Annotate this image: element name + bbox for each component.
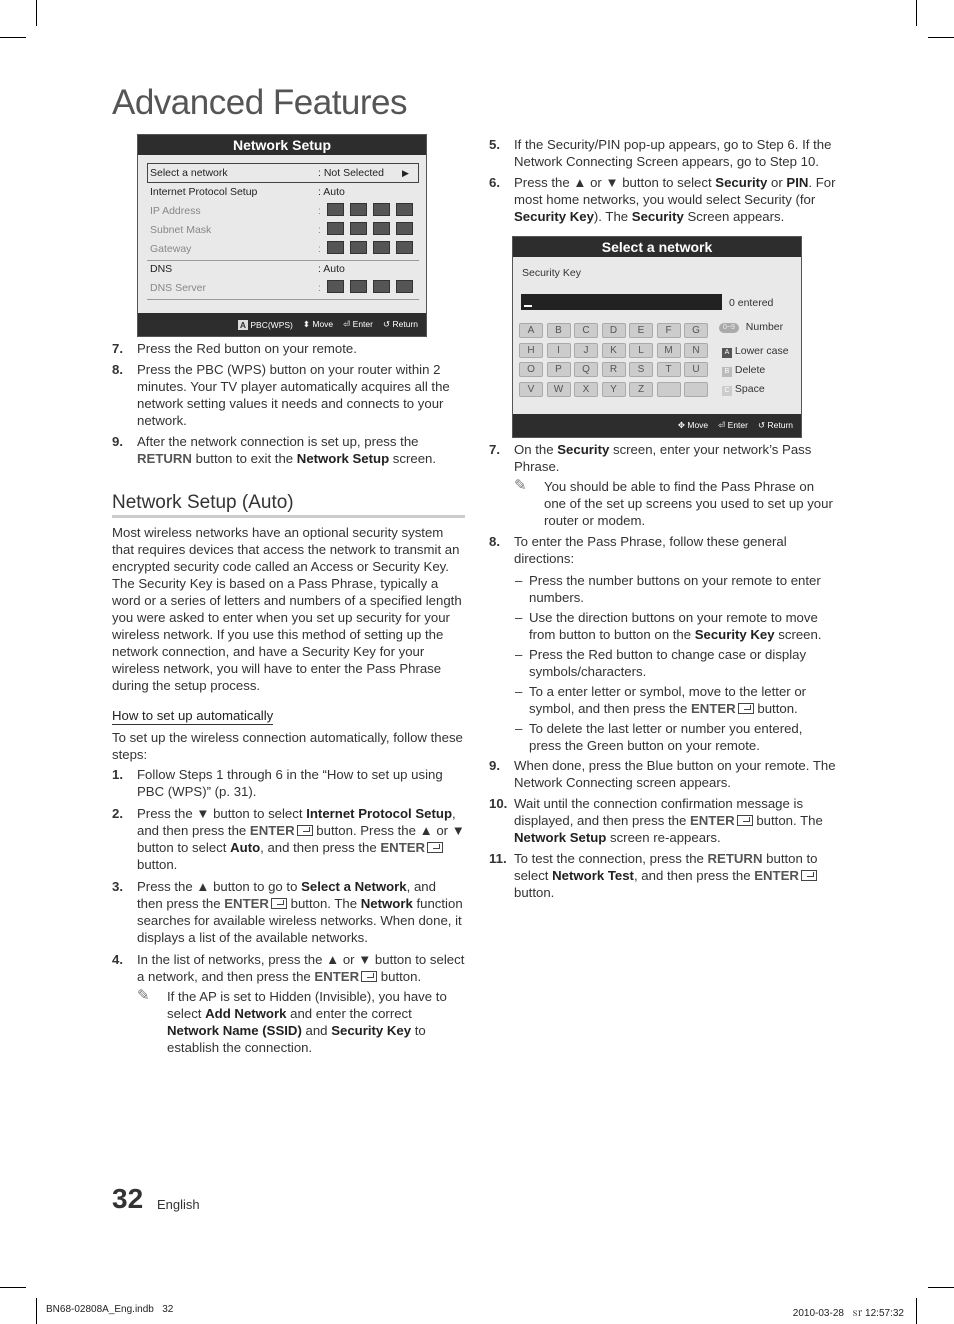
subintro: To set up the wireless connection automatically, follow these steps: bbox=[112, 730, 463, 762]
keyboard-key[interactable]: L bbox=[629, 343, 653, 358]
row-label: DNS Server bbox=[150, 282, 207, 294]
left-column-body bbox=[112, 524, 465, 1060]
security-key-screen bbox=[512, 236, 802, 438]
row-value: : Not Selected ▶ bbox=[318, 167, 409, 179]
lowercase-hint: A Lower case bbox=[722, 345, 789, 358]
enter-icon bbox=[801, 870, 817, 881]
keyboard-key[interactable] bbox=[657, 382, 681, 397]
crop-mark bbox=[36, 0, 37, 26]
note-pencil-icon: ✎ bbox=[137, 987, 150, 1004]
move-hint: ✥ Move bbox=[677, 420, 709, 430]
step-item: 2. Press the ▼ button to select Internet Protocol Setup, and then press the ENTER button. Press the ▲ or ▼ button to select Auto, and then press the ENTER button. bbox=[112, 806, 465, 872]
crop-mark bbox=[928, 1287, 954, 1288]
keyboard-key[interactable]: X bbox=[574, 382, 598, 397]
row-label: Gateway bbox=[150, 243, 192, 255]
enter-icon bbox=[271, 898, 287, 909]
language-label: English bbox=[157, 1197, 200, 1212]
keyboard-key[interactable]: W bbox=[547, 382, 571, 397]
pbc-hint: A PBC(WPS) bbox=[239, 319, 293, 330]
delete-hint: B Delete bbox=[722, 364, 765, 377]
setup-row bbox=[150, 279, 418, 298]
setup-row[interactable] bbox=[150, 183, 418, 202]
step-item: 5. If the Security/PIN pop-up appears, go to Step 6. If the Network Connecting Screen appears, go to Step 10. bbox=[489, 137, 832, 169]
red-a-key-icon: A bbox=[722, 348, 732, 358]
dash-item: – To delete the last letter or number you entered, press the Green button on your remote. bbox=[515, 721, 803, 753]
return-icon: ↺ bbox=[382, 319, 391, 329]
keyboard-key[interactable]: U bbox=[684, 362, 708, 377]
enter-hint: ⏎ Enter bbox=[343, 319, 373, 329]
setup-row[interactable] bbox=[150, 260, 418, 279]
crop-mark bbox=[0, 1287, 26, 1288]
keyboard-key[interactable]: T bbox=[657, 362, 681, 377]
network-setup-screen bbox=[137, 134, 427, 337]
dash-item: – Press the number buttons on your remote to enter numbers. bbox=[515, 573, 821, 605]
enter-icon bbox=[297, 825, 313, 836]
setup-row bbox=[150, 221, 418, 240]
enter-hint: ⏎ Enter bbox=[718, 420, 748, 430]
row-value: : bbox=[318, 279, 413, 298]
keyboard-key[interactable]: R bbox=[602, 362, 626, 377]
screen-footer bbox=[513, 414, 801, 437]
row-value: : bbox=[318, 221, 413, 240]
keyboard-key[interactable]: G bbox=[684, 323, 708, 338]
keyboard-key[interactable]: S bbox=[629, 362, 653, 377]
page-title: Advanced Features bbox=[112, 83, 408, 122]
yellow-c-key-icon: C bbox=[722, 386, 732, 396]
footer-file-info: BN68-02808A_Eng.indb 32 bbox=[46, 1304, 174, 1315]
crop-mark bbox=[0, 37, 26, 38]
row-value: : Auto bbox=[318, 186, 345, 198]
step-item: 11. To test the connection, press the RETURN button to select Network Test, and then press the ENTER button. bbox=[489, 851, 818, 900]
keyboard-key[interactable]: N bbox=[684, 343, 708, 358]
row-value: : bbox=[318, 240, 413, 259]
number-hint: 0~9 Number bbox=[719, 321, 783, 333]
row-label: DNS bbox=[150, 263, 173, 275]
row-value: : bbox=[318, 202, 413, 221]
dash-item: – Use the direction buttons on your remote to move from button to button on the Security Key screen. bbox=[515, 610, 822, 642]
step-item: 7. Press the Red button on your remote. bbox=[112, 341, 357, 356]
crop-mark bbox=[916, 1298, 917, 1324]
row-label: Subnet Mask bbox=[150, 224, 212, 236]
return-hint: ↺ Return bbox=[757, 420, 793, 430]
keyboard-key[interactable]: C bbox=[574, 323, 598, 338]
keyboard-key[interactable]: O bbox=[519, 362, 543, 377]
intro-paragraph: Most wireless networks have an optional security system that requires devices that access the network to transmit an encrypted security code called an Access or Security Key. The Security Key is based on a Pass Phrase, typically a word or a series of letters and numbers of a specified length you were asked to enter when you set up security for your wireless network. If you use this method of setting up the network connection, and have a Security Key for your wireless network, you will have to enter the Pass Phrase during the setup process. bbox=[112, 525, 462, 693]
section-rule bbox=[112, 515, 465, 518]
screen-title: Select a network bbox=[513, 237, 801, 257]
step-item: 7. On the Security screen, enter your network’s Pass Phrase. bbox=[489, 442, 812, 474]
dash-list bbox=[514, 572, 837, 754]
section-title: Network Setup (Auto) bbox=[112, 492, 294, 513]
return-hint: ↺ Return bbox=[382, 319, 418, 329]
row-label: Select a network bbox=[150, 167, 228, 179]
step-item: 6. Press the ▲ or ▼ button to select Security or PIN. For most home networks, you would select Security (for Security Key). The Security Screen appears. bbox=[489, 175, 836, 224]
step-item: 8. Press the PBC (WPS) button on your router within 2 minutes. Your TV player automatically acquires all the network setting values it needs and connects to your network. bbox=[112, 362, 450, 428]
keyboard-key[interactable]: Q bbox=[574, 362, 598, 377]
step-item: 1. Follow Steps 1 through 6 in the “How to set up using PBC (WPS)” (p. 31). bbox=[112, 767, 443, 799]
row-label: Internet Protocol Setup bbox=[150, 186, 258, 198]
keyboard-key[interactable]: K bbox=[602, 343, 626, 358]
page-number: 32 bbox=[112, 1183, 144, 1214]
number-key-icon: 0~9 bbox=[719, 323, 739, 333]
keyboard-key[interactable]: Y bbox=[602, 382, 626, 397]
setup-row bbox=[150, 240, 418, 259]
keyboard-key[interactable]: Z bbox=[629, 382, 653, 397]
screen-title: Network Setup bbox=[138, 135, 426, 155]
keyboard-key[interactable]: V bbox=[519, 382, 543, 397]
four-way-arrow-icon: ✥ bbox=[677, 420, 685, 430]
note: ✎ If the AP is set to Hidden (Invisible), you have to select Add Network and enter the correct Network Name (SSID) and Security Key to establish the connection. bbox=[137, 987, 447, 1055]
keyboard-key[interactable]: F bbox=[657, 323, 681, 338]
enter-icon bbox=[737, 815, 753, 826]
setup-row[interactable] bbox=[150, 164, 418, 183]
crop-mark bbox=[928, 37, 954, 38]
right-column-top bbox=[489, 136, 837, 229]
crop-mark bbox=[916, 0, 917, 26]
dash-item: – Press the Red button to change case or display symbols/characters. bbox=[515, 647, 807, 679]
row-label: IP Address bbox=[150, 205, 201, 217]
crop-mark bbox=[36, 1298, 37, 1324]
keyboard-key[interactable]: A bbox=[519, 323, 543, 338]
green-b-key-icon: B bbox=[722, 367, 732, 377]
screen-footer bbox=[138, 313, 426, 336]
note: ✎ You should be able to find the Pass Phrase on one of the set up screens you used to set up your router or modem. bbox=[514, 477, 833, 528]
enter-icon bbox=[738, 703, 754, 714]
enter-icon bbox=[361, 971, 377, 982]
keyboard-key[interactable]: B bbox=[547, 323, 571, 338]
subhead: How to set up automatically bbox=[112, 708, 274, 723]
step-item: 9. After the network connection is set up, press the RETURN button to exit the Network Setup screen. bbox=[112, 434, 437, 466]
dash-item: – To a enter letter or symbol, move to the letter or symbol, and then press the ENTER button. bbox=[515, 684, 807, 716]
step-item: 8. To enter the Pass Phrase, follow these general directions: bbox=[489, 534, 787, 566]
setup-row bbox=[150, 202, 418, 221]
return-icon: ↺ bbox=[757, 420, 766, 430]
enter-icon: ⏎ bbox=[343, 319, 351, 329]
right-column-body bbox=[489, 441, 837, 905]
enter-icon: ⏎ bbox=[718, 420, 726, 430]
left-column-top bbox=[112, 340, 465, 471]
keyboard-key[interactable]: I bbox=[547, 343, 571, 358]
row-value: : Auto bbox=[318, 263, 345, 275]
entered-count: 0 entered bbox=[729, 297, 774, 309]
note-pencil-icon: ✎ bbox=[514, 477, 527, 494]
security-key-input[interactable] bbox=[521, 294, 722, 310]
space-hint: C Space bbox=[722, 383, 765, 396]
keyboard-key[interactable]: M bbox=[657, 343, 681, 358]
keyboard-key[interactable]: H bbox=[519, 343, 543, 358]
keyboard-key[interactable] bbox=[684, 382, 708, 397]
step-item: 9. When done, press the Blue button on your remote. The Network Connecting screen appears. bbox=[489, 758, 836, 790]
keyboard-key[interactable]: P bbox=[547, 362, 571, 377]
keyboard-key[interactable]: D bbox=[602, 323, 626, 338]
keyboard-key[interactable]: J bbox=[574, 343, 598, 358]
arrow-right-icon: ▶ bbox=[401, 168, 409, 178]
divider bbox=[147, 299, 419, 300]
security-key-label: Security Key bbox=[522, 267, 581, 279]
step-item: 4. In the list of networks, press the ▲ or ▼ button to select a network, and then press the ENTER button. bbox=[112, 952, 465, 984]
up-down-arrow-icon: ⬍ bbox=[302, 319, 310, 329]
enter-icon bbox=[427, 842, 443, 853]
keyboard-key[interactable]: E bbox=[629, 323, 653, 338]
step-item: 10. Wait until the connection confirmation message is displayed, and then press the ENTER button. The Network Setup screen re-appears. bbox=[489, 796, 823, 845]
cursor bbox=[524, 305, 532, 307]
move-hint: ⬍ Move bbox=[302, 319, 334, 329]
red-a-key-icon: A bbox=[239, 319, 246, 330]
step-item: 3. Press the ▲ button to go to Select a Network, and then press the ENTER button. The Network function searches for available wireless networks. When done, it displays a list of the available networks. bbox=[112, 879, 463, 945]
footer-timestamp: 2010-03-28 ㏛ 12:57:32 bbox=[792, 1308, 904, 1319]
